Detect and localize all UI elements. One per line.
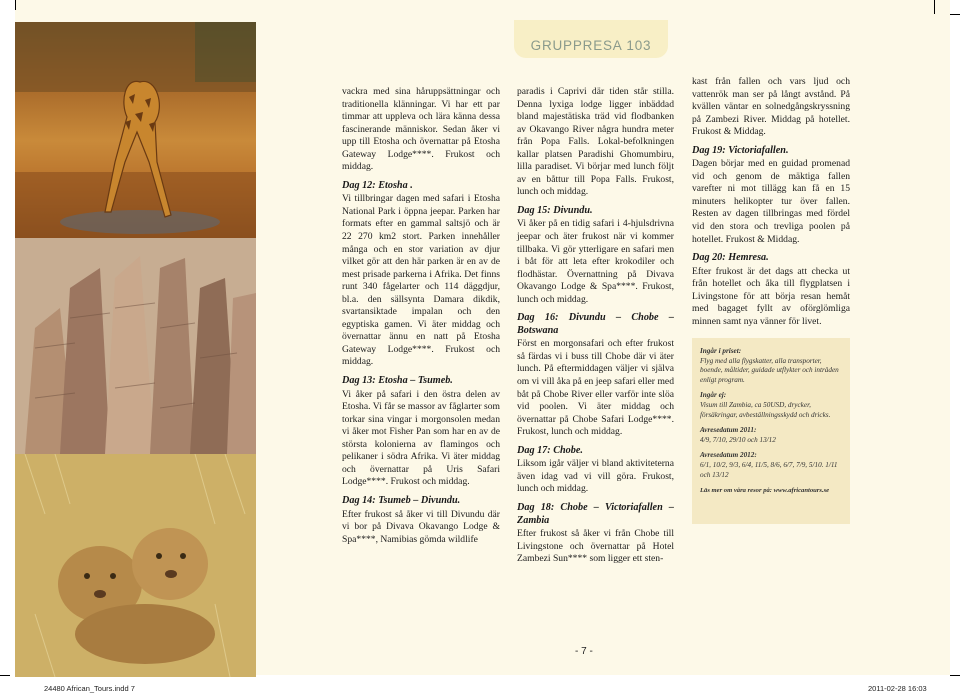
- paragraph: paradis i Caprivi där tiden står stilla. Denna lyxiga lodge ligger inbäddad bland majestätiska träd vid flodbanken av Okavango River några hundra meter från Popa Falls. Lokal-befolkningen kallar platsen Paradishi Ghomumbiru, lilla paradiset. Vi börjar med lunch följt av en båttur till Popa Falls. Frukost, lunch och middag.: [517, 86, 674, 198]
- lion-cubs-photo: [15, 454, 256, 677]
- day-heading: Dag 12: Etosha .: [342, 179, 413, 191]
- rock-formation-photo: [15, 238, 256, 454]
- website-link[interactable]: Läs mer om våra resor på: www.africantours.se: [700, 487, 830, 495]
- paragraph: Dagen börjar med en guidad promenad vid och genom de mäktiga fallen varefter ni mot tillägg kan få en 15 minuters helikopter tur över fallen. Resten av dagen tillbringas med fördel vid den stora och trevliga poolen på hotellet. Frukost & Middag.: [692, 158, 850, 245]
- day-heading: Dag 18: Chobe – Victoriafallen – Zambia: [517, 501, 674, 526]
- text-column-1: [342, 86, 500, 548]
- page-title: GRUPPRESA 103: [530, 38, 652, 53]
- dates-2012-heading: Avresedatum 2012:: [700, 451, 757, 460]
- paragraph: Liksom igår väljer vi bland aktiviteterna även idag vad vi vill göra. Frukost, lunch och middag.: [517, 458, 674, 495]
- paragraph: vackra med sina håruppsättningar och traditionella klänningar. Vi har ett par timmar att uppleva och lära känna dessa fascinerande människor. Sedan åker vi upp till Etosha och övernattar på Etosha Gateway Lodge****. Frukost och middag.: [342, 86, 500, 173]
- day-heading: Dag 20: Hemresa.: [692, 252, 769, 264]
- dates-2011-text: 4/9, 7/10, 29/10 och 13/12: [700, 435, 776, 444]
- excluded-heading: Ingår ej:: [700, 391, 727, 400]
- paragraph: Vi tillbringar dagen med safari i Etosha National Park i öppna jeepar. Parken har formats efter en gammal saltsjö och är 22 270 km2 stort. Parken innehåller många och en stor variation av djur vilket gör att den här parken är en av de mest prisade parkerna i Afrika. Det finns runt 340 fågelarter och 114 däggdjur, bl.a. den sällsynta Damara dikdik, svartansiktade impalan och den egyptiska gamen. Vi äter middag och övernattar ännu en natt på Etosha Gateway Lodge****. Frukost och middag.: [342, 193, 500, 368]
- text-column-3: [692, 76, 850, 330]
- paragraph: Vi åker på en tidig safari i 4-hjulsdrivna jeepar och äter frukost när vi kommer tillbaka. Vi gör ytterligare en safari men i båt för att leta efter krokodiler och flodhästar. Övernattning på Divava Okavango Lodge & Spa****. Frukost, lunch och middag.: [517, 218, 674, 305]
- crop-mark: [15, 0, 16, 10]
- day-heading: Dag 17: Chobe.: [517, 444, 583, 456]
- paragraph: kast från fallen och vars ljud och vattenrök man ser på långt avstånd. På kvällen väntar en solnedgångskryssning på Zambezi River. Middag på hotellet. Frukost & Middag.: [692, 76, 850, 138]
- page-number: - 7 -: [575, 646, 593, 657]
- date-slug: 2011-02-28 16:03: [868, 684, 927, 693]
- excluded-text: Visum till Zambia, ca 50USD, drycker, försäkringar, avbeställningsskydd och dricks.: [700, 400, 831, 419]
- file-slug: 24480 African_Tours.indd 7: [44, 684, 135, 693]
- crop-mark: [0, 675, 10, 676]
- crop-mark: [950, 14, 960, 15]
- giraffe-photo: [15, 22, 256, 238]
- day-heading: Dag 14: Tsumeb – Divundu.: [342, 494, 461, 506]
- crop-mark: [934, 0, 935, 14]
- paragraph: Först en morgonsafari och efter frukost så färdas vi i buss till Chobe där vi äter lunch. På eftermiddagen väljer vi själva om vi vill åka på en jeep safari eller med båt på Chobe River eller varför inte slöa vid poolen. Vi äter middag och övernattar på Chobe Safari Lodge****. Frukost, lunch och middag.: [517, 338, 674, 438]
- day-heading: Dag 13: Etosha – Tsumeb.: [342, 375, 453, 387]
- day-heading: Dag 15: Divundu.: [517, 204, 593, 216]
- text-column-2: [517, 86, 674, 568]
- price-info-box: [692, 338, 850, 524]
- included-heading: Ingår i priset:: [700, 347, 742, 355]
- day-heading: Dag 19: Victoriafallen.: [692, 144, 789, 156]
- included-text: Flyg med alla flygskatter, alla transporter, boende, måltider, guidade utflykter och inträden enligt program.: [700, 356, 839, 384]
- paragraph: Efter frukost så åker vi till Divundu där vi bor på Divava Okavango Lodge & Spa****, Namibias gömda wildlife: [342, 508, 500, 545]
- dates-2012-text: 6/1, 10/2, 9/3, 6/4, 11/5, 8/6, 6/7, 7/9, 5/10. 1/11 och 13/12: [700, 460, 838, 479]
- paragraph: Vi åker på safari i den östra delen av Etosha. Vi får se massor av fåglarter som torkar sina vingar i morgonsolen medan vi åker mot Fisher Pan som har en av de största kolonierna av flamingos och pelikaner i södra Afrika. Vi äter middag och övernattar på Uris Safari Lodge****. Frukost och middag.: [342, 388, 500, 488]
- dates-2011-heading: Avresedatum 2011:: [700, 426, 757, 435]
- day-heading: Dag 16: Divundu – Chobe – Botswana: [517, 312, 674, 336]
- crop-mark: [950, 675, 960, 676]
- paragraph: Efter frukost så åker vi från Chobe till Livingstone och övernattar på Hotel Zambezi Sun**** som ligger ett sten-: [517, 528, 674, 565]
- paragraph: Efter frukost är det dags att checka ut från hotellet och åka till flygplatsen i Livingstone för att börja resan hemåt med bagaget fyllt av oförglömliga minnen samt nya vänner för livet.: [692, 265, 850, 327]
